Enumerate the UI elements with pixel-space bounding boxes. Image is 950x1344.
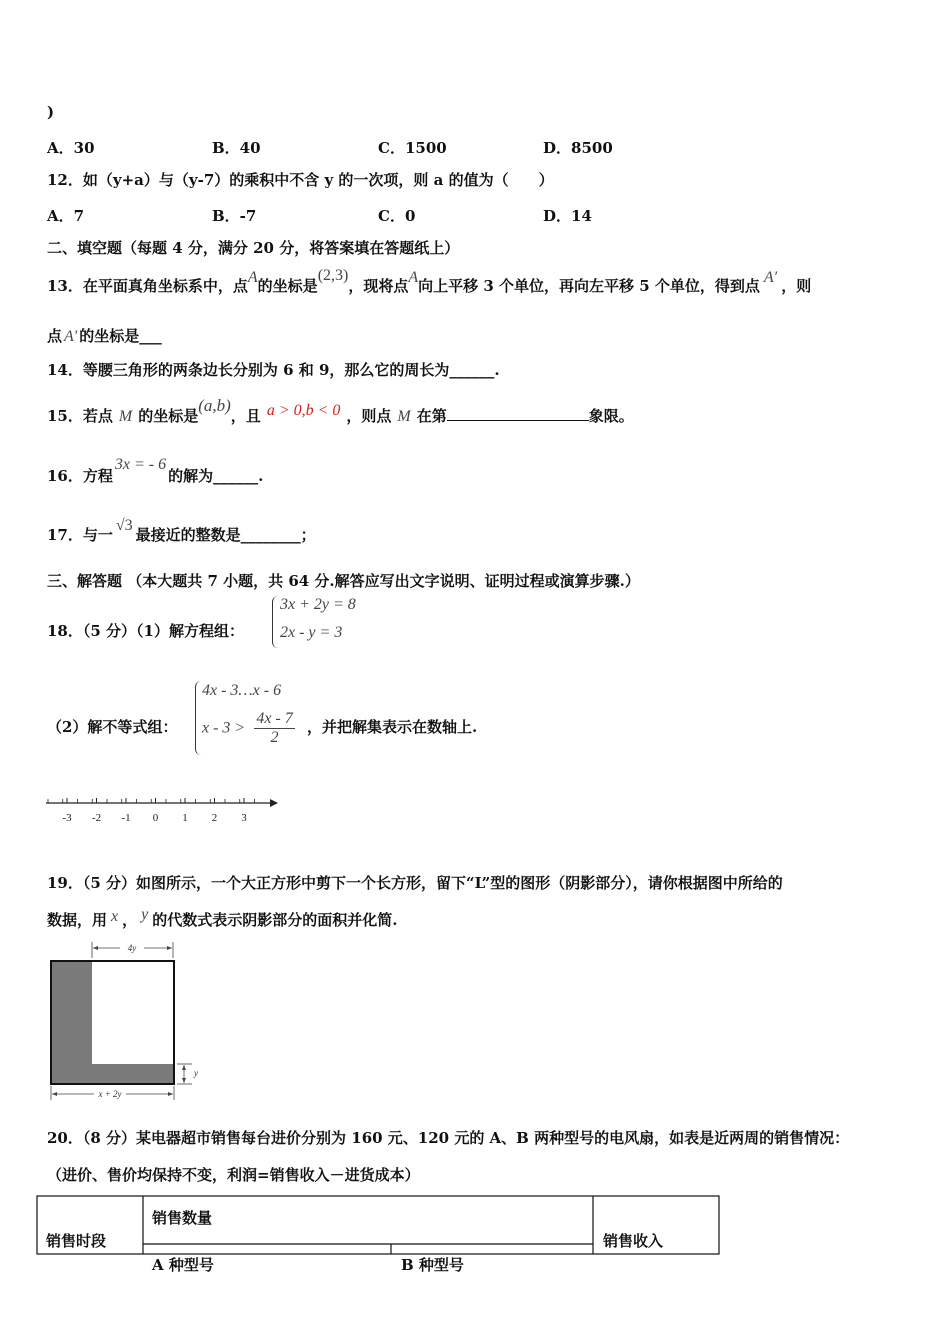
q19-var-y: y — [141, 906, 149, 923]
q11-option-b: B．40 — [212, 139, 261, 157]
q17-line — [47, 517, 316, 546]
q18-part1-label: 18．（5 分）（1）解方程组： — [47, 622, 244, 640]
table-header-revenue: 销售收入 — [603, 1232, 664, 1250]
q12-option-d: D．14 — [543, 207, 592, 225]
q18-ineq2-fraction — [254, 710, 294, 747]
number-line — [44, 795, 280, 829]
q16-text-2: 的解为______. — [168, 467, 264, 485]
q20-line2: （进价、售价均保持不变，利润=销售收入－进货成本） — [47, 1166, 420, 1184]
table-subheader-b: B 种型号 — [401, 1256, 464, 1274]
q13-line2 — [47, 326, 162, 347]
number-line-arrow-icon — [270, 799, 278, 807]
q19-text-2: 的代数式表示阴影部分的面积并化简. — [152, 911, 398, 929]
number-line-tick-label: -1 — [121, 812, 131, 824]
q15-line — [47, 396, 634, 427]
q19-line2: 数据，用 x ， y 的代数式表示阴影部分的面积并化简. — [47, 906, 398, 929]
table-header-quantity: 销售数量 — [152, 1209, 213, 1227]
q20-line1: 20．（8 分）某电器超市销售每台进价分别为 160 元、120 元的 A、B 两种型号的电风扇，如表是近两周的销售情况： — [47, 1129, 850, 1147]
q13-text-2: 的坐标是 — [257, 277, 318, 295]
label-top: 4y — [127, 943, 137, 953]
label-bottom: x + 2y — [98, 1089, 122, 1099]
q11-tail: ) — [47, 103, 55, 121]
l-shape-figure — [46, 938, 206, 1104]
q17-text-2: 最接近的整数是________； — [135, 526, 316, 544]
q12-stem: 12．如（y+a）与（y-7）的乘积中不含 y 的一次项，则 a 的值为（ ） — [47, 171, 554, 189]
q18-system-brace — [272, 596, 279, 648]
q18-part2-label: （2）解不等式组： — [47, 718, 178, 736]
q18-ineq2-left: x - 3 > — [202, 719, 246, 737]
q19-text-1: 数据，用 — [47, 911, 108, 929]
q13-text-5: ，则 — [781, 277, 812, 295]
q15-text-6: 象限。 — [588, 407, 634, 425]
q15-answer-blank[interactable] — [447, 406, 589, 421]
q11-option-d: D．8500 — [543, 139, 613, 157]
q13-line1 — [47, 267, 812, 297]
q18-part2-tail: ，并把解集表示在数轴上. — [307, 718, 478, 736]
q16-equation: 3x = - 6 — [114, 456, 167, 473]
q12-option-a: A．7 — [47, 207, 85, 225]
q15-text-4: ，则点 — [346, 407, 392, 425]
q15-text-1: 15．若点 — [47, 407, 113, 425]
q15-text-3: ，且 — [230, 407, 261, 425]
q13-text-1: 13．在平面真角坐标系中，点 — [47, 277, 248, 295]
q16-text-1: 16．方程 — [47, 467, 113, 485]
q17-text-1: 17．与一 — [47, 526, 113, 544]
q13-point-a: A — [247, 269, 258, 286]
q11-option-a: A．30 — [47, 139, 95, 157]
q18-ineq-brace — [195, 681, 202, 755]
q13-point-aprime: A′ — [763, 269, 778, 286]
number-line-tick-label: -2 — [91, 812, 102, 824]
table-header-period: 销售时段 — [46, 1232, 107, 1250]
section3-title: 三、解答题 （本大题共 7 小题，共 64 分.解答应写出文字说明、证明过程或演算步骤.） — [47, 572, 640, 590]
q13-text-6: 点 — [47, 327, 63, 345]
q15-condition: a > 0,b < 0 — [266, 402, 341, 419]
q15-text-2: 的坐标是 — [138, 407, 199, 425]
q15-text-5: 在第 — [416, 407, 447, 425]
cut-rectangle — [92, 962, 173, 1064]
number-line-tick-label: 1 — [182, 812, 188, 824]
q13-coord: (2,3) — [317, 267, 349, 284]
q16-line — [47, 456, 264, 487]
q18-fraction-numerator: 4x - 7 — [256, 710, 293, 727]
q14: 14．等腰三角形的两条边长分别为 6 和 9，那么它的周长为______. — [47, 361, 500, 379]
q11-option-c: C．1500 — [378, 139, 447, 157]
label-right: y — [194, 1068, 198, 1078]
q13-text-7: 的坐标是___ — [79, 327, 162, 345]
section2-title: 二、填空题（每题 4 分，满分 20 分，将答案填在答题纸上） — [47, 239, 460, 257]
table-subheader-a: A 种型号 — [152, 1256, 214, 1274]
q15-point-m-2: M — [397, 408, 411, 425]
number-line-tick-label: 2 — [211, 812, 218, 824]
number-line-tick-label: -3 — [62, 812, 72, 824]
q18-fraction-denominator: 2 — [270, 729, 279, 746]
q17-sqrt3: √3 — [115, 517, 133, 534]
q18-ineq1: 4x - 3…x - 6 — [202, 682, 282, 699]
q18-eq2: 2x - y = 3 — [280, 624, 343, 641]
q12-option-c: C．0 — [378, 207, 416, 225]
q19-var-x: x — [111, 908, 119, 925]
q13-text-3: ，现将点 — [348, 277, 409, 295]
q13-point-a-2: A — [408, 269, 419, 286]
q13-text-4: 向上平移 3 个单位，再向左平移 5 个单位，得到点 — [418, 277, 760, 295]
q18-ineq2 — [202, 710, 295, 747]
number-line-tick-label: 3 — [241, 812, 247, 824]
q13-point-aprime-2: A′ — [64, 328, 78, 345]
q18-eq1: 3x + 2y = 8 — [280, 596, 356, 613]
q12-option-b: B．-7 — [212, 207, 257, 225]
q15-coord: (a,b) — [198, 396, 231, 415]
q19-line1: 19．（5 分）如图所示，一个大正方形中剪下一个长方形，留下“L”型的图形（阴影部分），请你根据图中所给的 — [47, 874, 783, 892]
number-line-tick-label: 0 — [152, 812, 159, 824]
q15-point-m: M — [118, 408, 133, 425]
